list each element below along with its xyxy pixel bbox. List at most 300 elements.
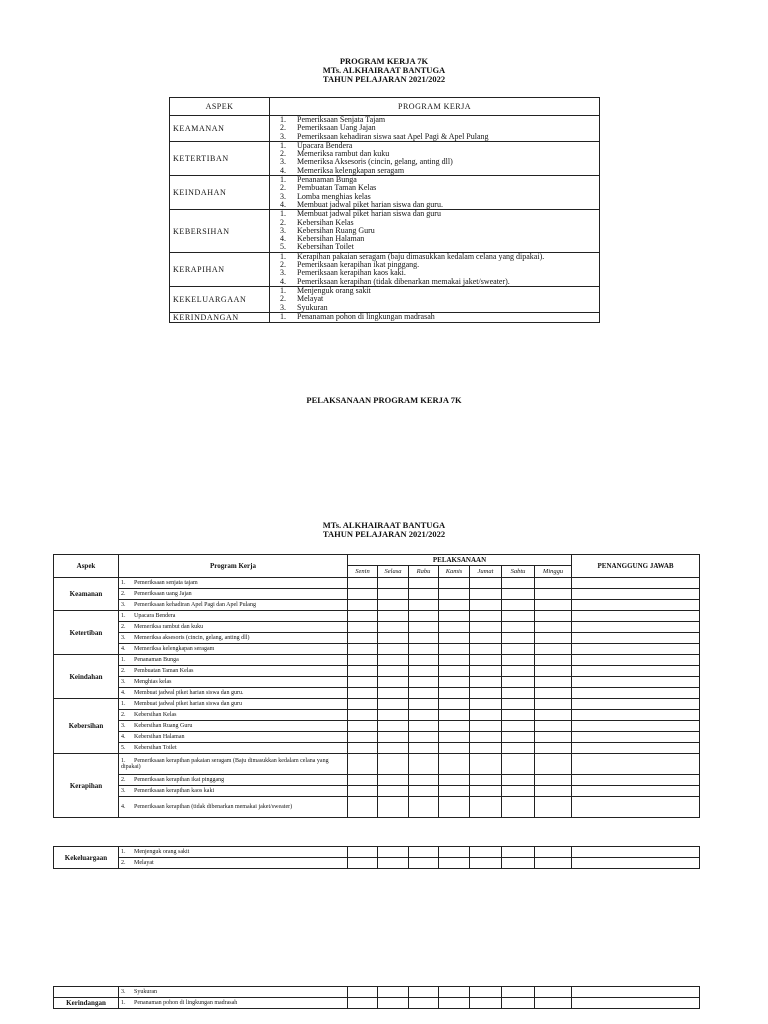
empty-cell: [378, 677, 409, 688]
table-row: [54, 633, 700, 644]
program-cell: [119, 998, 348, 1009]
empty-cell: [572, 688, 700, 699]
list-item: [280, 133, 599, 141]
empty-cell: [470, 589, 502, 600]
item-text: Memeriksa kelengkapan seragam: [134, 645, 215, 652]
empty-cell: [409, 622, 439, 633]
empty-cell: [378, 688, 409, 699]
empty-cell: [409, 666, 439, 677]
empty-cell: [348, 786, 378, 797]
empty-cell: [572, 655, 700, 666]
empty-cell: [409, 677, 439, 688]
empty-cell: [502, 847, 535, 858]
aspek-cell: KERINDANGAN: [170, 312, 270, 322]
item-text: Kebersihan Ruang Guru: [297, 225, 375, 235]
empty-cell: [502, 987, 535, 998]
item-text: Pemeriksaan Uang Jajan: [297, 123, 376, 133]
empty-cell: [502, 578, 535, 589]
empty-cell: [470, 786, 502, 797]
empty-cell: [470, 775, 502, 786]
empty-cell: [535, 786, 572, 797]
empty-cell: [409, 797, 439, 818]
item-text: Membuat jadwal piket harian siswa dan guru: [297, 209, 441, 219]
item-number: 4.: [280, 234, 286, 244]
second-header-line-1: MTs. ALKHAIRAAT BANTUGA: [322, 520, 446, 530]
item-number: 2.: [280, 149, 286, 159]
program-cell: [119, 858, 348, 869]
empty-cell: [470, 633, 502, 644]
program-cell: [119, 710, 348, 721]
item-number: 1.: [121, 757, 126, 764]
empty-cell: [378, 710, 409, 721]
item-number: 3.: [280, 302, 286, 312]
table-row: [54, 699, 700, 710]
aspek-cell: Keamanan: [54, 578, 119, 611]
item-text: Pemeriksaan Senjata Tajam: [297, 115, 386, 124]
item-text: Pemeriksaan kehadiran siswa saat Apel Pagi & Apel Pulang: [297, 131, 489, 141]
empty-cell: [470, 655, 502, 666]
item-text: Kebersihan Toilet: [297, 242, 354, 252]
program-cell: [119, 578, 348, 589]
empty-cell: [409, 732, 439, 743]
empty-cell: [502, 998, 535, 1009]
empty-cell: [409, 721, 439, 732]
empty-cell: [378, 600, 409, 611]
empty-cell: [470, 998, 502, 1009]
empty-cell: [572, 633, 700, 644]
item-number: 4.: [121, 803, 126, 810]
table-row: [54, 600, 700, 611]
empty-cell: [348, 666, 378, 677]
empty-cell: [572, 699, 700, 710]
item-number: 1.: [280, 209, 286, 219]
empty-cell: [348, 797, 378, 818]
table-row: [54, 688, 700, 699]
table-row: [170, 116, 600, 142]
empty-cell: [409, 998, 439, 1009]
program-cell: [119, 775, 348, 786]
empty-cell: [439, 611, 470, 622]
empty-cell: [439, 589, 470, 600]
list-item: [280, 287, 599, 295]
program-cell: [270, 116, 600, 142]
program-cell: [270, 141, 600, 175]
empty-cell: [378, 987, 409, 998]
item-number: 2.: [280, 123, 286, 133]
item-number: 1.: [280, 140, 286, 150]
program-cell: [119, 732, 348, 743]
item-text: Memeriksa rambut dan kuku: [134, 623, 204, 630]
empty-cell: [409, 754, 439, 775]
empty-cell: [409, 710, 439, 721]
table-row: [170, 176, 600, 210]
program-cell: [119, 666, 348, 677]
empty-cell: [535, 600, 572, 611]
item-number: 1.: [121, 700, 126, 707]
empty-cell: [502, 775, 535, 786]
empty-cell: [348, 611, 378, 622]
empty-cell: [502, 786, 535, 797]
empty-cell: [378, 699, 409, 710]
empty-cell: [572, 998, 700, 1009]
empty-cell: [409, 589, 439, 600]
empty-cell: [409, 578, 439, 589]
empty-cell: [378, 797, 409, 818]
title-line-1: PROGRAM KERJA 7K: [339, 56, 429, 66]
program-cell: [119, 847, 348, 858]
table-row: [54, 987, 700, 998]
empty-cell: [470, 688, 502, 699]
item-text: Memeriksa aksesoris (cincin, gelang, anting dll): [134, 634, 250, 641]
empty-cell: [348, 775, 378, 786]
empty-cell: [439, 797, 470, 818]
empty-cell: [409, 600, 439, 611]
item-text: Pembuatan Taman Kelas: [134, 667, 194, 674]
empty-cell: [378, 589, 409, 600]
empty-cell: [572, 847, 700, 858]
item-number: 2.: [280, 217, 286, 227]
empty-cell: [572, 710, 700, 721]
empty-cell: [535, 611, 572, 622]
item-number: 3.: [121, 634, 126, 641]
item-text: Kebersihan Halaman: [134, 733, 185, 740]
empty-cell: [535, 732, 572, 743]
empty-cell: [572, 578, 700, 589]
table-row: [54, 858, 700, 869]
empty-cell: [535, 589, 572, 600]
empty-cell: [535, 797, 572, 818]
empty-cell: [535, 721, 572, 732]
aspek-cell: Kerapihan: [54, 754, 119, 818]
empty-cell: [470, 797, 502, 818]
item-text: Memeriksa rambut dan kuku: [297, 149, 390, 159]
col-program-kerja: PROGRAM KERJA: [270, 98, 600, 116]
empty-cell: [439, 622, 470, 633]
empty-cell: [470, 721, 502, 732]
aspek-cell: KEAMANAN: [170, 116, 270, 142]
empty-cell: [348, 847, 378, 858]
empty-cell: [409, 611, 439, 622]
program-kerja-body: [170, 116, 600, 323]
empty-cell: [409, 655, 439, 666]
empty-cell: [470, 611, 502, 622]
empty-cell: [409, 743, 439, 754]
item-text: Penanaman pohon di lingkungan madrasah: [297, 312, 435, 322]
empty-cell: [409, 987, 439, 998]
empty-cell: [439, 655, 470, 666]
aspek-cell: Kerindangan: [54, 998, 119, 1009]
item-number: 1.: [121, 999, 126, 1006]
empty-cell: [572, 786, 700, 797]
empty-cell: [378, 786, 409, 797]
item-text: Pemeriksaan kerapihan kaos kaki.: [297, 268, 406, 278]
empty-cell: [348, 699, 378, 710]
item-number: 4.: [121, 733, 126, 740]
empty-cell: [378, 578, 409, 589]
empty-cell: [502, 743, 535, 754]
item-number: 4.: [280, 276, 286, 286]
empty-cell: [572, 858, 700, 869]
kerindangan-table: [53, 986, 700, 1009]
item-text: Membuat jadwal piket harian siswa dan guru.: [297, 199, 443, 209]
list-item: [280, 243, 599, 251]
empty-cell: [470, 622, 502, 633]
item-text: Penanaman Bunga: [134, 656, 179, 663]
empty-cell: [502, 858, 535, 869]
empty-cell: [378, 721, 409, 732]
empty-cell: [439, 666, 470, 677]
item-text: Kebersihan Halaman: [297, 234, 365, 244]
empty-cell: [502, 611, 535, 622]
item-number: 1.: [280, 285, 286, 295]
empty-cell: [502, 721, 535, 732]
table-row: [170, 252, 600, 286]
item-number: 4.: [121, 689, 126, 696]
empty-cell: [348, 578, 378, 589]
item-text: Memeriksa Aksesoris (cincin, gelang, anting dll): [297, 157, 453, 167]
item-text: Kebersihan Kelas: [297, 217, 354, 227]
empty-cell: [502, 797, 535, 818]
doc-title: [0, 57, 768, 84]
empty-cell: [502, 644, 535, 655]
empty-cell: [535, 858, 572, 869]
item-number: 1.: [121, 848, 126, 855]
empty-cell: [409, 775, 439, 786]
item-text: Pemeriksaan kerapihan pakaian seragam (Baju dimasukkan kedalam celana yang dipakai): [121, 757, 329, 770]
empty-cell: [535, 578, 572, 589]
table-row: [170, 210, 600, 252]
list-item: [280, 278, 599, 286]
program-cell: [270, 210, 600, 252]
empty-cell: [348, 710, 378, 721]
empty-cell: [348, 622, 378, 633]
program-cell: [119, 743, 348, 754]
aspek-cell: KEKELUARGAAN: [170, 286, 270, 312]
empty-cell: [535, 622, 572, 633]
item-number: 2.: [121, 590, 126, 597]
empty-cell: [470, 644, 502, 655]
kekeluargaan-table: [53, 846, 700, 869]
item-text: Pemeriksaan kerapihan (tidak dibenarkan memakai jaket/sweater).: [297, 276, 510, 286]
aspek-cell: Ketertiban: [54, 611, 119, 655]
program-cell: [119, 611, 348, 622]
item-number: 2.: [121, 859, 126, 866]
program-cell: [119, 786, 348, 797]
empty-cell: [409, 644, 439, 655]
empty-cell: [409, 699, 439, 710]
item-text: Penanaman pohon di lingkungan madrasah: [134, 999, 238, 1006]
item-number: 3.: [280, 157, 286, 167]
day-header: Jumat: [470, 566, 502, 578]
empty-cell: [502, 677, 535, 688]
col-aspek: ASPEK: [170, 98, 270, 116]
empty-cell: [535, 847, 572, 858]
empty-cell: [378, 655, 409, 666]
empty-cell: [535, 688, 572, 699]
aspek-cell: KEBERSIHAN: [170, 210, 270, 252]
item-text: Pemeriksaan kerapihan ikat pinggang.: [297, 260, 420, 270]
day-header: Selasa: [378, 566, 409, 578]
program-cell: [119, 721, 348, 732]
table-row: [54, 644, 700, 655]
item-number: 1.: [280, 175, 286, 185]
pelaksanaan-body: [54, 578, 700, 818]
empty-cell: [502, 732, 535, 743]
empty-cell: [439, 998, 470, 1009]
list-item: [280, 313, 599, 321]
table-row: [54, 611, 700, 622]
aspek-cell: Kebersihan: [54, 699, 119, 754]
empty-cell: [378, 644, 409, 655]
empty-cell: [572, 666, 700, 677]
empty-cell: [439, 710, 470, 721]
item-number: 3.: [121, 988, 126, 995]
item-text: Pemeriksaan uang Jajan: [134, 590, 192, 597]
empty-cell: [535, 998, 572, 1009]
empty-cell: [439, 600, 470, 611]
item-number: 2.: [280, 294, 286, 304]
list-item: [280, 201, 599, 209]
empty-cell: [348, 677, 378, 688]
aspek-cell: KEINDAHAN: [170, 176, 270, 210]
empty-cell: [409, 688, 439, 699]
day-header: Senin: [348, 566, 378, 578]
program-cell: [119, 655, 348, 666]
table-row: [54, 655, 700, 666]
empty-cell: [535, 743, 572, 754]
item-number: 2.: [280, 183, 286, 193]
item-number: 1.: [121, 579, 126, 586]
item-number: 5.: [121, 744, 126, 751]
item-text: Syukuran: [297, 302, 328, 312]
item-number: 3.: [280, 191, 286, 201]
item-text: Pemeriksaan kerapihan ikat pinggang: [134, 776, 225, 783]
empty-cell: [502, 666, 535, 677]
empty-cell: [378, 633, 409, 644]
kerindangan-body: [54, 987, 700, 1009]
col-program-kerja-2: Program Kerja: [119, 555, 348, 578]
empty-cell: [535, 710, 572, 721]
item-text: Upacara Bendera: [134, 612, 176, 619]
table-row: [54, 578, 700, 589]
program-cell: [119, 633, 348, 644]
empty-cell: [439, 644, 470, 655]
item-text: Melayat: [134, 859, 154, 866]
table-row: [54, 754, 700, 775]
empty-cell: [409, 858, 439, 869]
empty-cell: [535, 699, 572, 710]
item-number: 3.: [280, 131, 286, 141]
item-text: Kerapihan pakaian seragam (baju dimasukkan kedalam celana yang dipakai).: [297, 251, 545, 261]
col-pelaksanaan: PELAKSANAAN: [348, 555, 572, 566]
item-text: Kebersihan Ruang Guru: [134, 722, 193, 729]
table-row: [54, 786, 700, 797]
program-cell: [270, 176, 600, 210]
table-row: [54, 743, 700, 754]
empty-cell: [439, 699, 470, 710]
aspek-cell: KETERTIBAN: [170, 141, 270, 175]
empty-cell: [409, 633, 439, 644]
empty-cell: [502, 699, 535, 710]
empty-cell: [378, 858, 409, 869]
program-cell: [119, 797, 348, 818]
aspek-cell: Keindahan: [54, 655, 119, 699]
item-text: Pembuatan Taman Kelas: [297, 183, 377, 193]
empty-cell: [378, 611, 409, 622]
day-header: Kamis: [439, 566, 470, 578]
empty-cell: [572, 644, 700, 655]
empty-cell: [348, 858, 378, 869]
item-number: 1.: [280, 115, 286, 124]
table-row: [54, 622, 700, 633]
empty-cell: [348, 633, 378, 644]
empty-cell: [348, 644, 378, 655]
pelaksanaan-table: [53, 554, 700, 818]
empty-cell: [470, 600, 502, 611]
list-item: [280, 295, 599, 303]
empty-cell: [439, 578, 470, 589]
empty-cell: [348, 655, 378, 666]
item-number: 1.: [280, 251, 286, 261]
item-number: 3.: [280, 268, 286, 278]
empty-cell: [502, 622, 535, 633]
empty-cell: [535, 775, 572, 786]
table-row: [54, 677, 700, 688]
empty-cell: [470, 732, 502, 743]
item-text: Kebersihan Kelas: [134, 711, 177, 718]
empty-cell: [502, 655, 535, 666]
item-text: Pemeriksaan kerapihan kaos kaki: [134, 787, 215, 794]
empty-cell: [470, 666, 502, 677]
program-cell: [119, 600, 348, 611]
item-number: 3.: [121, 678, 126, 685]
empty-cell: [439, 677, 470, 688]
table-row: [54, 732, 700, 743]
title-line-2: MTs. ALKHAIRAAT BANTUGA: [322, 65, 446, 75]
empty-cell: [348, 688, 378, 699]
item-text: Lomba menghias kelas: [297, 191, 371, 201]
empty-cell: [572, 775, 700, 786]
empty-cell: [572, 797, 700, 818]
empty-cell: [348, 589, 378, 600]
second-header-line-2: TAHUN PELAJARAN 2021/2022: [322, 529, 446, 539]
item-number: 2.: [121, 711, 126, 718]
program-cell: [119, 589, 348, 600]
empty-cell: [378, 743, 409, 754]
item-text: Membuat jadwal piket harian siswa dan guru: [134, 700, 242, 707]
item-number: 4.: [280, 165, 286, 175]
empty-cell: [470, 710, 502, 721]
empty-cell: [378, 998, 409, 1009]
empty-cell: [439, 633, 470, 644]
item-text: Melayat: [297, 294, 324, 304]
section-title: PELAKSANAAN PROGRAM KERJA 7K: [306, 395, 462, 405]
col-penanggung-jawab: PENANGGUNG JAWAB: [572, 555, 700, 578]
table-row: [54, 797, 700, 818]
table-row: [54, 589, 700, 600]
empty-cell: [348, 721, 378, 732]
item-number: 3.: [121, 787, 126, 794]
table-row: [54, 998, 700, 1009]
item-number: 3.: [280, 225, 286, 235]
empty-cell: [535, 666, 572, 677]
empty-cell: [470, 754, 502, 775]
item-text: Pemeriksaan senjata tajam: [134, 579, 198, 586]
table-row: [54, 847, 700, 858]
empty-cell: [378, 732, 409, 743]
empty-cell: [535, 987, 572, 998]
empty-cell: [378, 666, 409, 677]
